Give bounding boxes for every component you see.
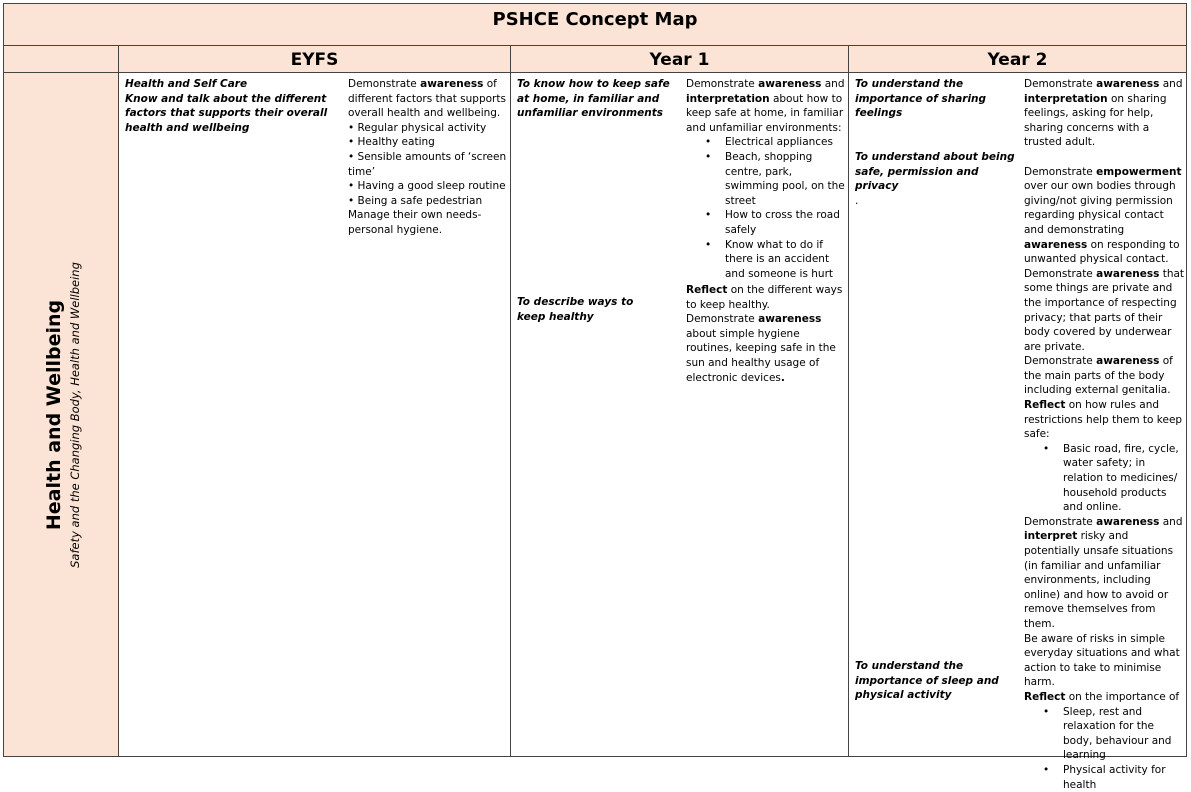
text-bold: awareness — [1024, 238, 1088, 251]
text-bold: awareness — [1096, 267, 1160, 280]
text: of the main parts of the body including external genitalia. — [1024, 355, 1173, 397]
list-item: • How to cross the road safely — [725, 208, 846, 237]
text: and — [1159, 515, 1183, 528]
text: Demonstrate — [686, 313, 759, 326]
text-bold: . — [780, 371, 785, 384]
text: Demonstrate — [1024, 78, 1097, 90]
row-label-main: Health and Wellbeing — [43, 299, 65, 531]
year2-cell — [848, 72, 1187, 791]
year2-desc-para — [1024, 77, 1186, 150]
page-title: PSHCE Concept Map — [3, 3, 1187, 46]
header-year1: Year 1 — [510, 45, 849, 73]
year2-desc-para — [1024, 267, 1186, 355]
row-label-sub: Safety and the Changing Body, Health and Wellbeing — [68, 262, 82, 568]
text-bold: awareness — [420, 78, 484, 90]
eyfs-bullet: • Healthy eating — [348, 136, 435, 149]
text-bold: awareness — [1096, 355, 1160, 368]
year2-objective-1: To understand the importance of sharing feelings — [855, 78, 987, 120]
text: on the importance of — [1065, 690, 1180, 703]
text-bold: interpretation — [686, 92, 770, 105]
year1-desc-para — [686, 77, 846, 135]
concept-map-table — [3, 3, 1187, 791]
year2-objective-3: To understand the importance of sleep and physical activity — [855, 660, 999, 702]
eyfs-bullet: • Regular physical activity — [348, 121, 487, 134]
text-bold: Reflect — [686, 284, 728, 296]
year2-description — [1024, 77, 1186, 792]
eyfs-objectives — [125, 77, 337, 135]
text: over our own bodies through giving/not giving permission regarding physical contact and demonstrating — [1024, 180, 1176, 236]
eyfs-bullet: • Having a good sleep routine — [348, 180, 506, 193]
list-item: • Physical activity for health — [1063, 763, 1186, 792]
year1-bullet-list — [686, 135, 846, 281]
year2-desc-para — [1024, 515, 1186, 632]
text: on sharing feelings, asking for help, sharing concerns with a trusted adult. — [1024, 92, 1167, 149]
text: To understand about being safe, permission and privacy — [855, 151, 1015, 193]
year2-desc-para — [1024, 165, 1186, 267]
corner-header-cell — [3, 45, 119, 73]
year1-desc-para — [686, 283, 846, 312]
year2-desc-para — [1024, 354, 1186, 398]
header-year2: Year 2 — [848, 45, 1187, 73]
eyfs-bullet: • Being a safe pedestrian — [348, 194, 483, 207]
text: on how rules and restrictions help them to keep safe: — [1024, 399, 1183, 441]
year2-desc-para — [1024, 398, 1186, 442]
text: . — [855, 194, 859, 207]
year1-objective-2: To describe ways to keep healthy — [517, 296, 634, 323]
year2-objective-2 — [855, 150, 1015, 208]
text: Demonstrate — [1024, 515, 1097, 528]
eyfs-heading-2: Know and talk about the different factors that supports their overall health and wellbeing — [125, 92, 328, 134]
eyfs-desc-para — [348, 77, 508, 121]
text: Demonstrate — [1024, 165, 1097, 178]
list-item: • Electrical appliances — [725, 135, 846, 150]
eyfs-description — [348, 77, 508, 238]
list-item: • Basic road, fire, cycle, water safety; in relation to medicines/ household products and online. — [1063, 442, 1186, 515]
text-bold: interpret — [1024, 530, 1078, 543]
text: Demonstrate — [1024, 267, 1097, 280]
text: about simple hygiene routines, keeping safe in the sun and healthy usage of electronic devices — [686, 327, 836, 384]
eyfs-cell — [118, 72, 511, 757]
text: Demonstrate — [348, 78, 421, 90]
text-bold: awareness — [1096, 78, 1160, 90]
row-label-cell — [3, 72, 119, 757]
text: Demonstrate — [686, 78, 759, 90]
text-bold: awareness — [758, 313, 822, 326]
text: Demonstrate — [1024, 355, 1097, 368]
year2-desc-para — [1024, 690, 1186, 705]
text: about how to keep safe at home, in familiar and unfamiliar environments: — [686, 92, 844, 134]
list-item: • Sleep, rest and relaxation for the body, behaviour and learning — [1063, 705, 1186, 763]
text-bold: awareness — [1096, 515, 1160, 528]
eyfs-heading-1: Health and Self Care — [125, 78, 248, 90]
eyfs-bullet: • Sensible amounts of ‘screen time’ — [348, 150, 507, 178]
text-bold: Reflect — [1024, 399, 1066, 412]
list-item: • Know what to do if there is an accident and someone is hurt — [725, 238, 846, 282]
text: that some things are private and the importance of respecting privacy; that parts of their body covered by underwear are private. — [1024, 267, 1185, 353]
text-bold: empowerment — [1096, 165, 1182, 178]
header-eyfs: EYFS — [118, 45, 511, 73]
text: on responding to unwanted physical contact. — [1024, 238, 1180, 266]
text-bold: Reflect — [1024, 690, 1066, 703]
text: risky and potentially unsafe situations (in familiar and unfamiliar environments, including online) and how to avoid or remove themselves from them. — [1024, 530, 1174, 630]
list-item: • Beach, shopping centre, park, swimming pool, on the street — [725, 150, 846, 208]
eyfs-tail: Manage their own needs- personal hygiene. — [348, 209, 482, 236]
spacer — [1024, 150, 1186, 165]
year1-desc-para — [686, 312, 846, 385]
year2-bullet-list — [1024, 705, 1186, 792]
year1-cell — [510, 72, 849, 757]
text: and — [1159, 78, 1183, 90]
row-label — [41, 262, 83, 568]
text: of different factors that supports overall health and wellbeing. — [348, 78, 506, 120]
year1-objective-1: To know how to keep safe at home, in familiar and unfamiliar environments — [517, 78, 670, 120]
text-bold: interpretation — [1024, 92, 1108, 105]
year1-description-2 — [686, 283, 846, 385]
year1-description-1 — [686, 77, 846, 281]
text: and — [821, 78, 845, 90]
text: on the different ways to keep healthy. — [686, 284, 843, 311]
year2-desc-para: Be aware of risks in simple everyday situations and what action to take to minimise harm. — [1024, 632, 1180, 689]
text-bold: awareness — [758, 78, 822, 90]
year2-bullet-list — [1024, 442, 1186, 515]
